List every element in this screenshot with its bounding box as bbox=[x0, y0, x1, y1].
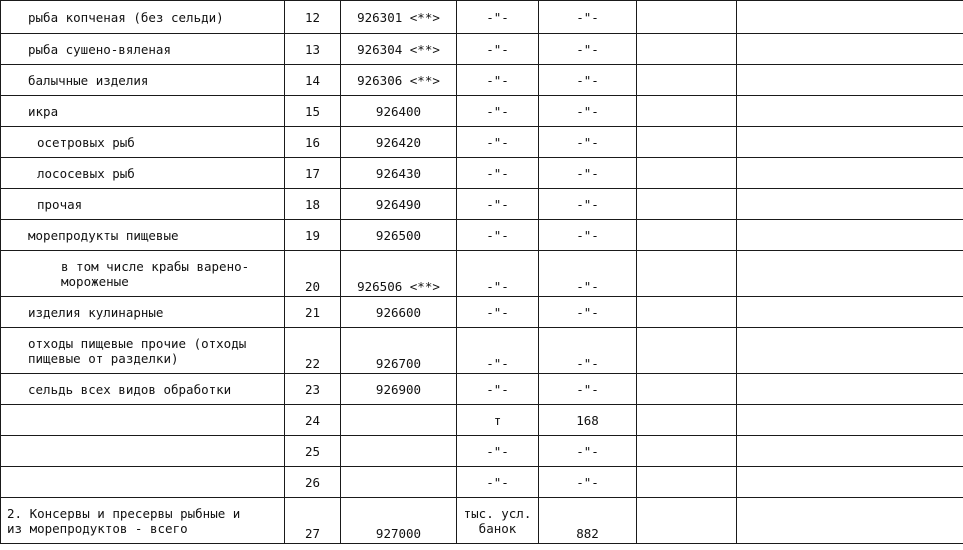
row-name: балычные изделия bbox=[1, 65, 285, 96]
row-name bbox=[1, 436, 285, 467]
empty-cell bbox=[637, 96, 737, 127]
table-row bbox=[1, 65, 963, 96]
row-name: морепродукты пищевые bbox=[1, 220, 285, 251]
empty-cell bbox=[637, 436, 737, 467]
row-code bbox=[341, 467, 457, 498]
table-row bbox=[1, 297, 963, 328]
row-code: 926420 bbox=[341, 127, 457, 158]
empty-cell bbox=[637, 251, 737, 297]
empty-cell bbox=[737, 127, 963, 158]
row-number: 20 bbox=[285, 251, 341, 297]
row-value: -"- bbox=[539, 328, 637, 374]
empty-cell bbox=[737, 297, 963, 328]
row-unit: -"- bbox=[457, 189, 539, 220]
empty-cell bbox=[737, 436, 963, 467]
row-unit: -"- bbox=[457, 34, 539, 65]
table-row bbox=[1, 498, 963, 544]
row-unit: -"- bbox=[457, 1, 539, 34]
row-value: -"- bbox=[539, 436, 637, 467]
empty-cell bbox=[637, 158, 737, 189]
empty-cell bbox=[737, 1, 963, 34]
row-name: прочая bbox=[1, 189, 285, 220]
row-value: -"- bbox=[539, 65, 637, 96]
empty-cell bbox=[737, 251, 963, 297]
row-name: отходы пищевые прочие (отходы пищевые от разделки) bbox=[1, 328, 285, 374]
row-value: -"- bbox=[539, 158, 637, 189]
empty-cell bbox=[637, 405, 737, 436]
table-row bbox=[1, 189, 963, 220]
empty-cell bbox=[737, 96, 963, 127]
row-name bbox=[1, 467, 285, 498]
row-name: сельдь всех видов обработки bbox=[1, 374, 285, 405]
row-code: 926304 <**> bbox=[341, 34, 457, 65]
row-unit: -"- bbox=[457, 467, 539, 498]
row-unit: -"- bbox=[457, 220, 539, 251]
row-number: 14 bbox=[285, 65, 341, 96]
row-code: 926306 <**> bbox=[341, 65, 457, 96]
empty-cell bbox=[737, 374, 963, 405]
empty-cell bbox=[737, 34, 963, 65]
row-number: 13 bbox=[285, 34, 341, 65]
row-unit: -"- bbox=[457, 96, 539, 127]
empty-cell bbox=[637, 127, 737, 158]
row-unit: -"- bbox=[457, 65, 539, 96]
row-value: -"- bbox=[539, 127, 637, 158]
row-name: рыба копченая (без сельди) bbox=[1, 1, 285, 34]
table-row bbox=[1, 34, 963, 65]
table-row bbox=[1, 436, 963, 467]
row-name: 2. Консервы и пресервы рыбные и из морепродуктов - всего bbox=[1, 498, 285, 544]
row-value: -"- bbox=[539, 297, 637, 328]
row-code: 926900 bbox=[341, 374, 457, 405]
row-name: осетровых рыб bbox=[1, 127, 285, 158]
row-number: 15 bbox=[285, 96, 341, 127]
row-code: 926500 bbox=[341, 220, 457, 251]
empty-cell bbox=[637, 65, 737, 96]
empty-cell bbox=[637, 220, 737, 251]
row-value: -"- bbox=[539, 96, 637, 127]
row-number: 27 bbox=[285, 498, 341, 544]
row-unit: т bbox=[457, 405, 539, 436]
empty-cell bbox=[637, 467, 737, 498]
table-row bbox=[1, 405, 963, 436]
row-number: 26 bbox=[285, 467, 341, 498]
row-name: изделия кулинарные bbox=[1, 297, 285, 328]
empty-cell bbox=[737, 158, 963, 189]
row-number: 12 bbox=[285, 1, 341, 34]
row-name: рыба сушено-вяленая bbox=[1, 34, 285, 65]
row-number: 22 bbox=[285, 328, 341, 374]
row-value: -"- bbox=[539, 1, 637, 34]
row-value: 168 bbox=[539, 405, 637, 436]
table-row bbox=[1, 251, 963, 297]
row-unit: -"- bbox=[457, 251, 539, 297]
empty-cell bbox=[637, 498, 737, 544]
empty-cell bbox=[637, 34, 737, 65]
row-code: 926301 <**> bbox=[341, 1, 457, 34]
row-unit: -"- bbox=[457, 297, 539, 328]
table-row bbox=[1, 127, 963, 158]
row-unit: -"- bbox=[457, 127, 539, 158]
empty-cell bbox=[737, 467, 963, 498]
empty-cell bbox=[737, 220, 963, 251]
row-value: -"- bbox=[539, 189, 637, 220]
table-row bbox=[1, 328, 963, 374]
table-row bbox=[1, 374, 963, 405]
table-row bbox=[1, 467, 963, 498]
row-number: 21 bbox=[285, 297, 341, 328]
row-code bbox=[341, 436, 457, 467]
row-value: -"- bbox=[539, 220, 637, 251]
empty-cell bbox=[737, 189, 963, 220]
row-unit: -"- bbox=[457, 328, 539, 374]
row-value: -"- bbox=[539, 251, 637, 297]
empty-cell bbox=[737, 328, 963, 374]
row-value: 882 bbox=[539, 498, 637, 544]
table-row bbox=[1, 1, 963, 34]
row-code: 926600 bbox=[341, 297, 457, 328]
empty-cell bbox=[637, 328, 737, 374]
row-value: -"- bbox=[539, 34, 637, 65]
empty-cell bbox=[637, 374, 737, 405]
empty-cell bbox=[737, 498, 963, 544]
row-code: 926490 bbox=[341, 189, 457, 220]
row-number: 16 bbox=[285, 127, 341, 158]
table-row bbox=[1, 158, 963, 189]
empty-cell bbox=[737, 405, 963, 436]
row-number: 17 bbox=[285, 158, 341, 189]
row-unit: -"- bbox=[457, 436, 539, 467]
row-code: 926400 bbox=[341, 96, 457, 127]
row-code bbox=[341, 405, 457, 436]
empty-cell bbox=[737, 65, 963, 96]
row-unit: -"- bbox=[457, 374, 539, 405]
row-name bbox=[1, 405, 285, 436]
empty-cell bbox=[637, 1, 737, 34]
row-number: 23 bbox=[285, 374, 341, 405]
row-name: в том числе крабы варено- мороженые bbox=[1, 251, 285, 297]
row-value: -"- bbox=[539, 374, 637, 405]
row-number: 18 bbox=[285, 189, 341, 220]
row-code: 926430 bbox=[341, 158, 457, 189]
row-number: 19 bbox=[285, 220, 341, 251]
row-code: 926506 <**> bbox=[341, 251, 457, 297]
row-value: -"- bbox=[539, 467, 637, 498]
row-code: 927000 bbox=[341, 498, 457, 544]
row-name: икра bbox=[1, 96, 285, 127]
table-row bbox=[1, 96, 963, 127]
empty-cell bbox=[637, 189, 737, 220]
row-code: 926700 bbox=[341, 328, 457, 374]
table-row bbox=[1, 220, 963, 251]
row-unit: -"- bbox=[457, 158, 539, 189]
empty-cell bbox=[637, 297, 737, 328]
row-unit: тыс. усл. банок bbox=[457, 498, 539, 544]
row-name: лососевых рыб bbox=[1, 158, 285, 189]
row-number: 25 bbox=[285, 436, 341, 467]
row-number: 24 bbox=[285, 405, 341, 436]
